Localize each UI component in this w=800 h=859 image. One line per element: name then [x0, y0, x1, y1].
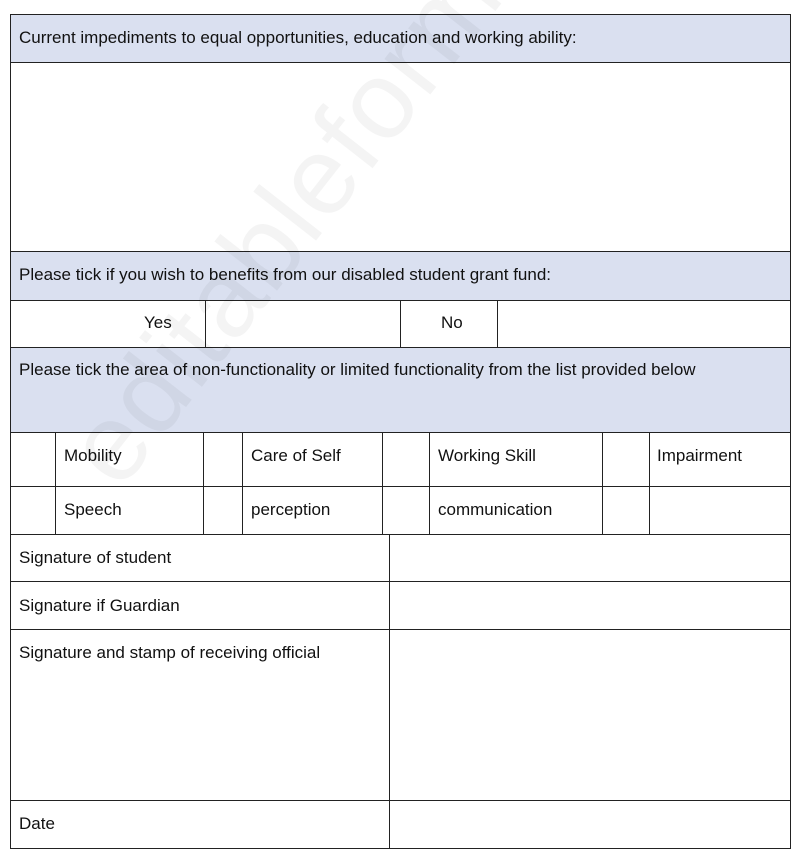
- no-label: No: [441, 313, 463, 332]
- yes-label: Yes: [144, 313, 172, 332]
- divider: [55, 432, 56, 534]
- area-mobility-label: Mobility: [64, 446, 122, 465]
- area-communication-label: communication: [438, 500, 553, 519]
- yes-checkbox[interactable]: [206, 301, 400, 346]
- communication-checkbox[interactable]: [383, 487, 429, 533]
- mobility-checkbox[interactable]: [11, 433, 55, 486]
- impairment-checkbox[interactable]: [603, 433, 649, 486]
- divider: [10, 347, 791, 348]
- impediments-textarea[interactable]: [11, 63, 790, 250]
- divider: [10, 800, 791, 801]
- divider: [10, 581, 791, 582]
- signature-guardian-field[interactable]: [390, 582, 790, 629]
- speech-checkbox[interactable]: [11, 487, 55, 533]
- divider: [382, 432, 383, 534]
- signature-guardian-label: Signature if Guardian: [19, 596, 180, 615]
- divider: [203, 432, 204, 534]
- working-skill-checkbox[interactable]: [383, 433, 429, 486]
- divider: [10, 534, 791, 535]
- border: [10, 848, 791, 849]
- border: [10, 14, 791, 15]
- area-care-of-self-label: Care of Self: [251, 446, 341, 465]
- divider: [400, 300, 401, 347]
- area-perception-label: perception: [251, 500, 331, 519]
- signature-student-label: Signature of student: [19, 548, 172, 567]
- divider: [10, 251, 791, 252]
- signature-official-label: Signature and stamp of receiving official: [19, 643, 321, 662]
- care-of-self-checkbox[interactable]: [204, 433, 242, 486]
- divider: [10, 62, 791, 63]
- area-speech-label: Speech: [64, 500, 122, 519]
- divider: [242, 432, 243, 534]
- signature-official-field[interactable]: [390, 630, 790, 800]
- divider: [10, 432, 791, 433]
- impediments-label: Current impediments to equal opportunities, education and working ability:: [19, 28, 577, 47]
- divider: [497, 300, 498, 347]
- grant-label: Please tick if you wish to benefits from our disabled student grant fund:: [19, 265, 552, 284]
- divider: [205, 300, 206, 347]
- divider: [389, 534, 390, 849]
- divider: [10, 629, 791, 630]
- signature-student-field[interactable]: [390, 535, 790, 581]
- divider: [429, 432, 430, 534]
- area-impairment-label: Impairment: [657, 446, 743, 465]
- area-working-skill-label: Working Skill: [438, 446, 536, 465]
- date-field[interactable]: [390, 801, 790, 847]
- no-checkbox[interactable]: [498, 301, 790, 346]
- functionality-label: Please tick the area of non-functionality or limited functionality from the list provided below: [19, 360, 696, 379]
- divider: [602, 432, 603, 534]
- perception-checkbox[interactable]: [204, 487, 242, 533]
- date-label: Date: [19, 814, 55, 833]
- divider: [649, 432, 650, 534]
- divider: [10, 486, 791, 487]
